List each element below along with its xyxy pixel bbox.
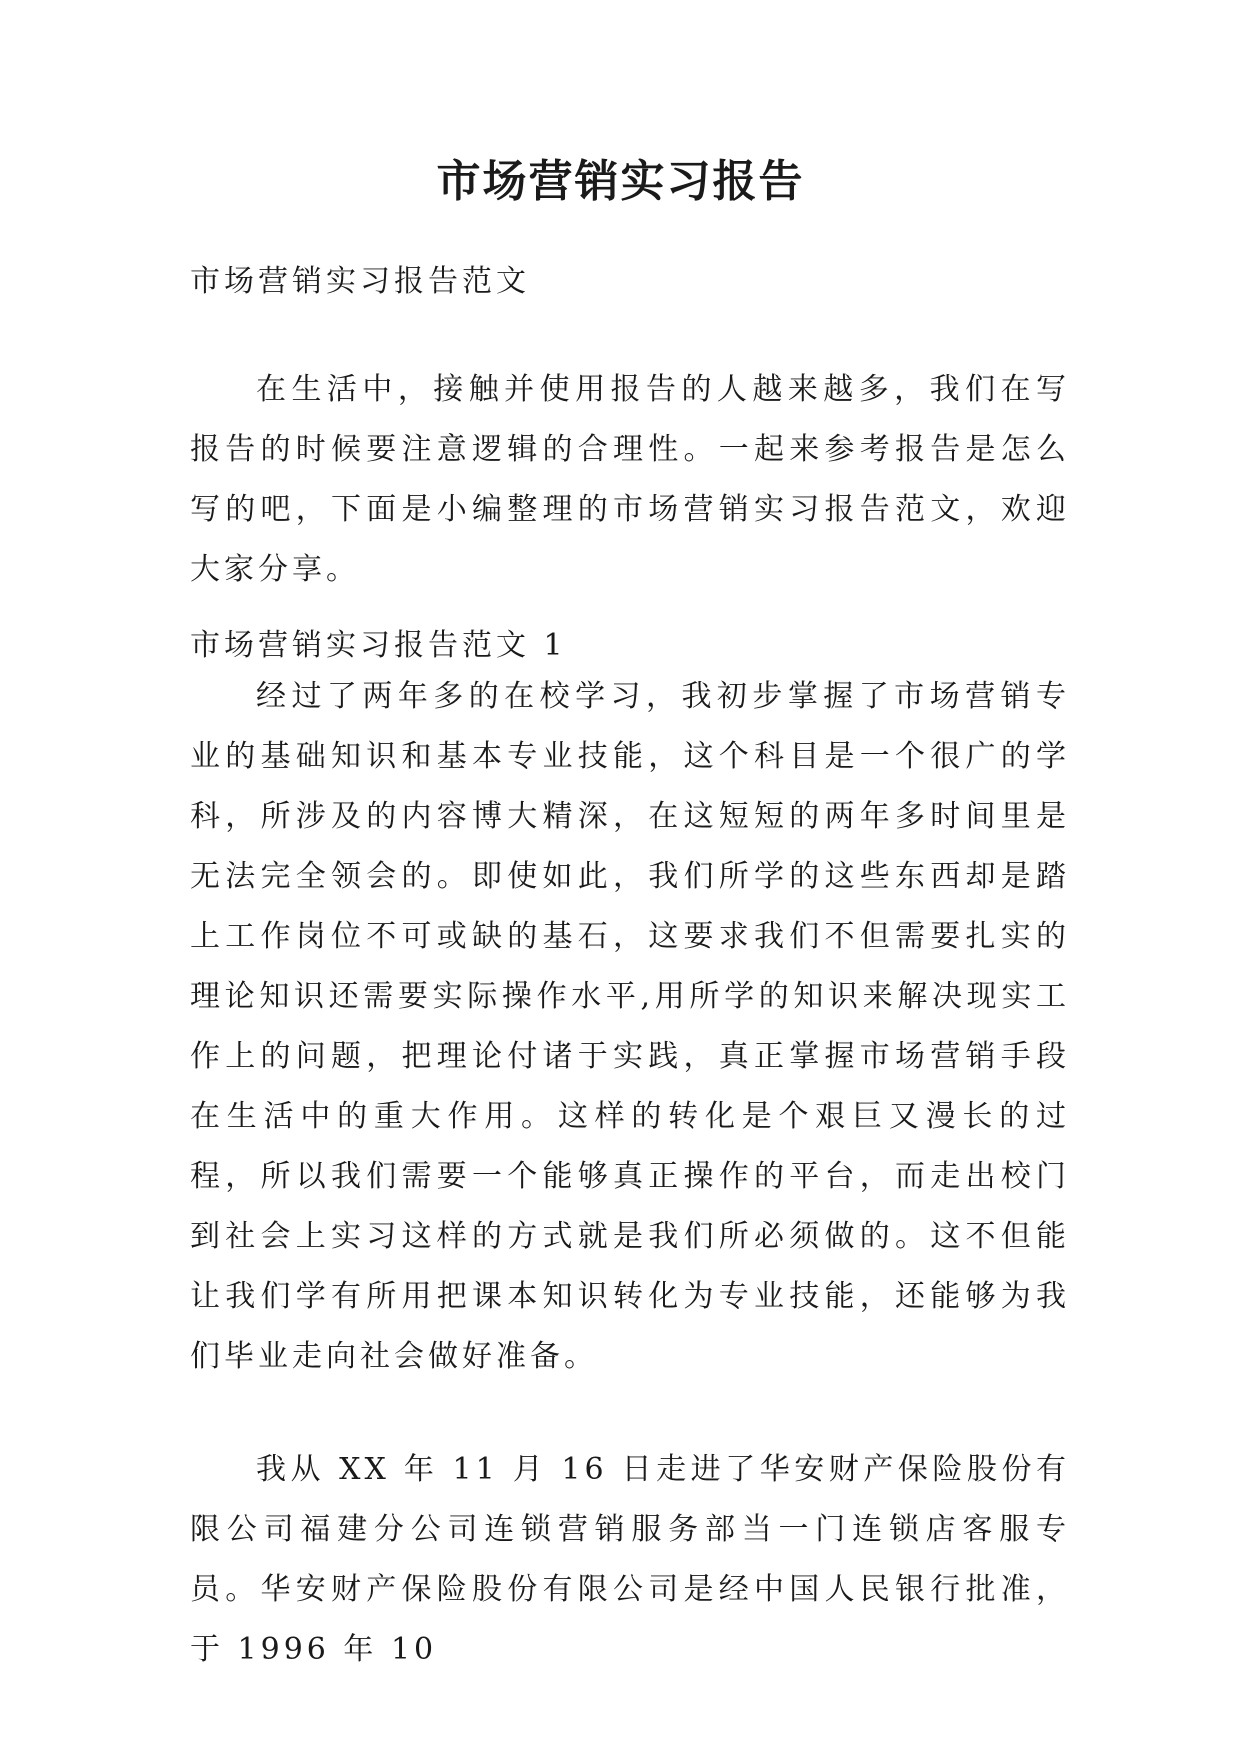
body-paragraph-2: 我从 XX 年 11 月 16 日走进了华安财产保险股份有限公司福建分公司连锁营销服务部当一门连锁店客服专员。华安财产保险股份有限公司是经中国人民银行批准，于 1996 年 10 bbox=[190, 1452, 1070, 1667]
subtitle: 市场营销实习报告范文 bbox=[190, 264, 530, 299]
body-paragraph-1: 经过了两年多的在校学习，我初步掌握了市场营销专业的基础知识和基本专业技能，这个科目是一个很广的学科，所涉及的内容博大精深，在这短短的两年多时间里是无法完全领会的。即使如此，我们所学的这些东西却是踏上工作岗位不可或缺的基石，这要求我们不但需要扎实的理论知识还需要实际操作水平,用所学的知识来解决现实工作上的问题，把理论付诸于实践，真正掌握市场营销手段在生活中的重大作用。这样的转化是个艰巨又漫长的过程，所以我们需要一个能够真正操作的平台，而走出校门到社会上实习这样的方式就是我们所必须做的。这不但能让我们学有所用把课本知识转化为专业技能，还能够为我们毕业走向社会做好准备。 bbox=[190, 679, 1070, 1374]
intro-paragraph: 在生活中，接触并使用报告的人越来越多，我们在写报告的时候要注意逻辑的合理性。一起来参考报告是怎么写的吧，下面是小编整理的市场营销实习报告范文，欢迎大家分享。 bbox=[190, 372, 1070, 587]
section-heading: 市场营销实习报告范文 1 bbox=[190, 628, 567, 663]
document-title: 市场营销实习报告 bbox=[436, 156, 805, 207]
